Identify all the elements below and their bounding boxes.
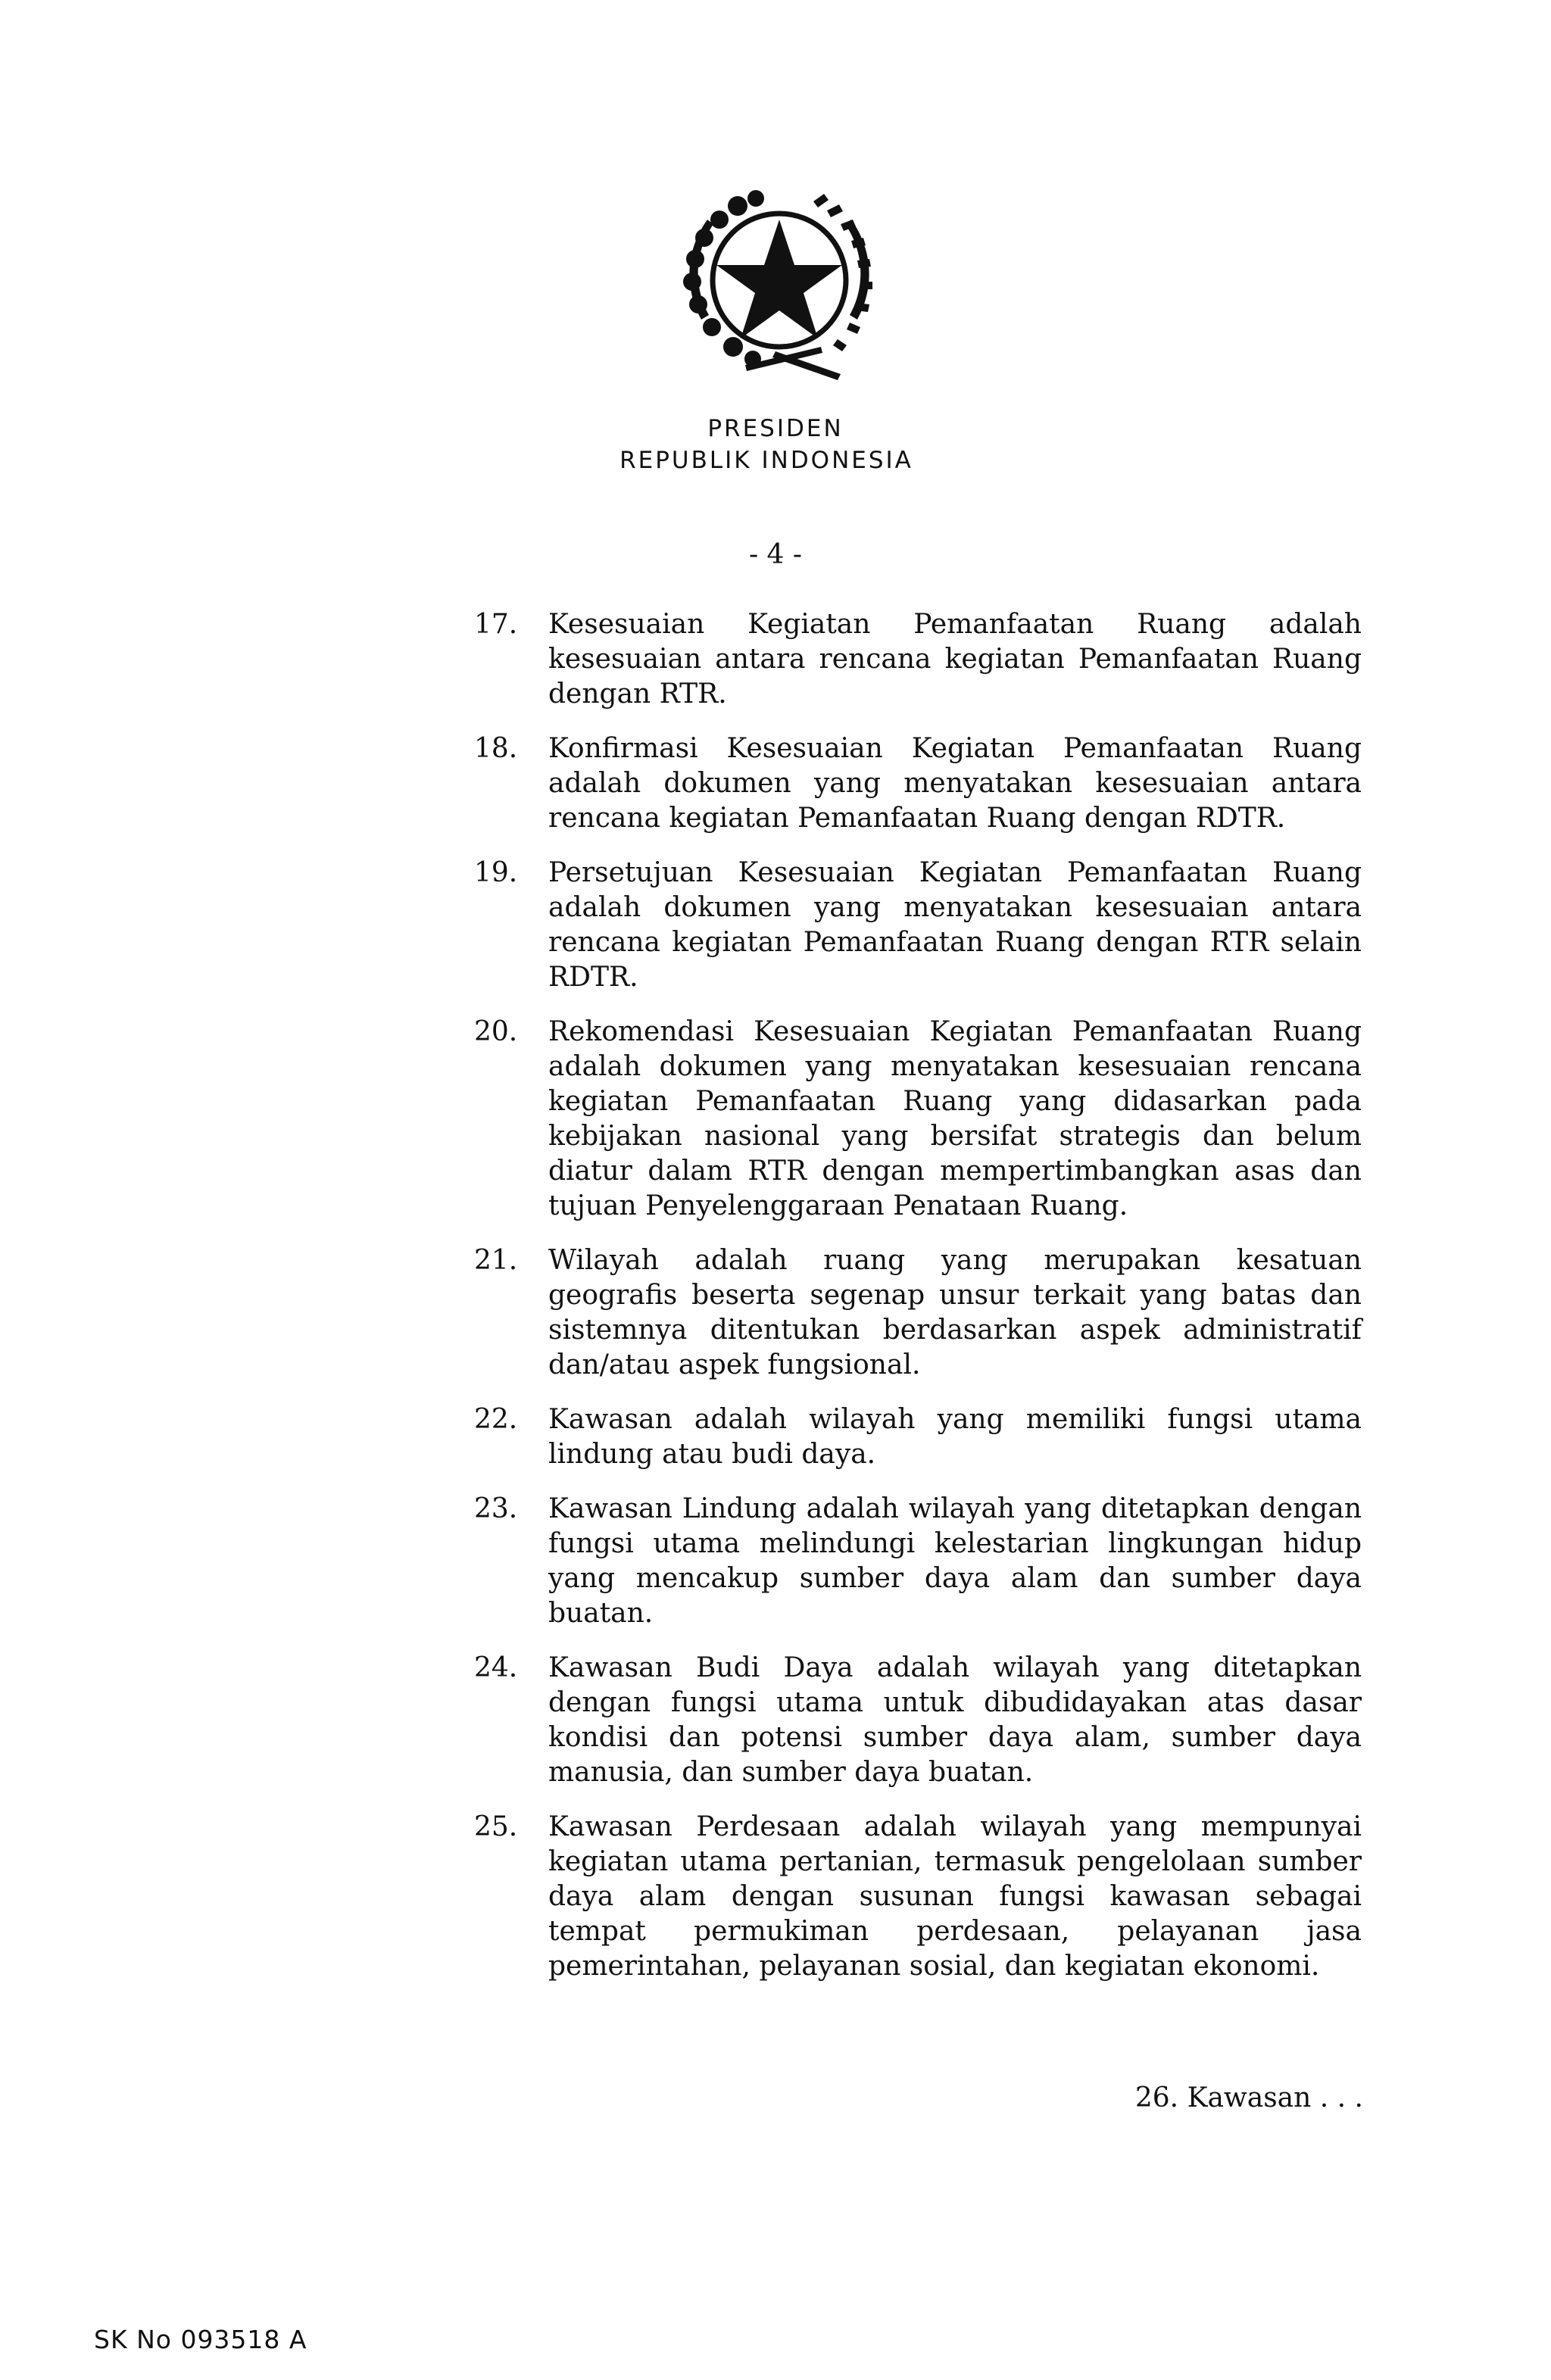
item-number: 17. — [474, 609, 518, 640]
item-text: Kawasan Perdesaan adalah wilayah yang mempunyai kegiatan utama pertanian, termasuk pengelolaan sumber daya alam dengan susunan fungsi kawasan sebagai tempat permukiman perdesaan, pelayanan jasa pemerintahan, pelayanan sosial, dan kegiatan ekonomi. — [548, 1811, 1362, 1982]
item-text: Persetujuan Kesesuaian Kegiatan Pemanfaatan Ruang adalah dokumen yang menyatakan kesesuaian antara rencana kegiatan Pemanfaatan Ruang dengan RTR selain RDTR. — [548, 857, 1362, 993]
star-icon — [716, 220, 842, 338]
item-text: Kawasan Budi Daya adalah wilayah yang ditetapkan dengan fungsi utama untuk dibudidayakan atas dasar kondisi dan potensi sumber daya alam, sumber daya manusia, dan sumber daya buatan. — [548, 1652, 1362, 1788]
item-text: Kawasan adalah wilayah yang memiliki fungsi utama lindung atau budi daya. — [548, 1404, 1362, 1470]
item-number: 22. — [474, 1404, 518, 1435]
item-text: Rekomendasi Kesesuaian Kegiatan Pemanfaatan Ruang adalah dokumen yang menyatakan kesesuaian rencana kegiatan Pemanfaatan Ruang yang didasarkan pada kebijakan nasional yang bersifat strategis dan belum diatur dalam RTR dengan mempertimbangkan asas dan tujuan Penyelenggaraan Penataan Ruang. — [548, 1016, 1362, 1221]
item-text: Konfirmasi Kesesuaian Kegiatan Pemanfaatan Ruang adalah dokumen yang menyatakan kesesuaian antara rencana kegiatan Pemanfaatan Ruang dengan RDTR. — [548, 733, 1362, 834]
list-item — [474, 731, 1362, 836]
list-item — [474, 1492, 1362, 1631]
item-number: 21. — [474, 1245, 518, 1276]
definition-list — [474, 607, 1362, 2004]
item-number: 24. — [474, 1652, 518, 1683]
page-number: - 4 - — [748, 539, 803, 570]
item-text: Kesesuaian Kegiatan Pemanfaatan Ruang adalah kesesuaian antara rencana kegiatan Pemanfaatan Ruang dengan RTR. — [548, 609, 1362, 710]
list-item — [474, 1651, 1362, 1790]
list-item — [474, 1243, 1362, 1383]
item-text: Kawasan Lindung adalah wilayah yang ditetapkan dengan fungsi utama melindungi kelestarian lingkungan hidup yang mencakup sumber daya alam dan sumber daya buatan. — [548, 1493, 1362, 1629]
list-item — [474, 856, 1362, 995]
continuation-marker: 26. Kawasan . . . — [1134, 2082, 1363, 2113]
presidential-emblem-icon — [662, 176, 897, 395]
item-number: 19. — [474, 857, 518, 888]
list-item — [474, 1402, 1362, 1472]
item-number: 23. — [474, 1493, 518, 1524]
item-number: 25. — [474, 1811, 518, 1842]
item-text: Wilayah adalah ruang yang merupakan kesatuan geografis beserta segenap unsur terkait yang batas dan sistemnya ditentukan berdasarkan aspek administratif dan/atau aspek fungsional. — [548, 1245, 1362, 1380]
item-number: 20. — [474, 1016, 518, 1047]
list-item — [474, 1810, 1362, 1984]
document-code: SK No 093518 A — [94, 2325, 307, 2354]
list-item — [474, 607, 1362, 712]
header-title-presiden: PRESIDEN — [707, 415, 844, 442]
header-title-republik: REPUBLIK INDONESIA — [619, 447, 913, 474]
item-number: 18. — [474, 733, 518, 764]
list-item — [474, 1015, 1362, 1224]
